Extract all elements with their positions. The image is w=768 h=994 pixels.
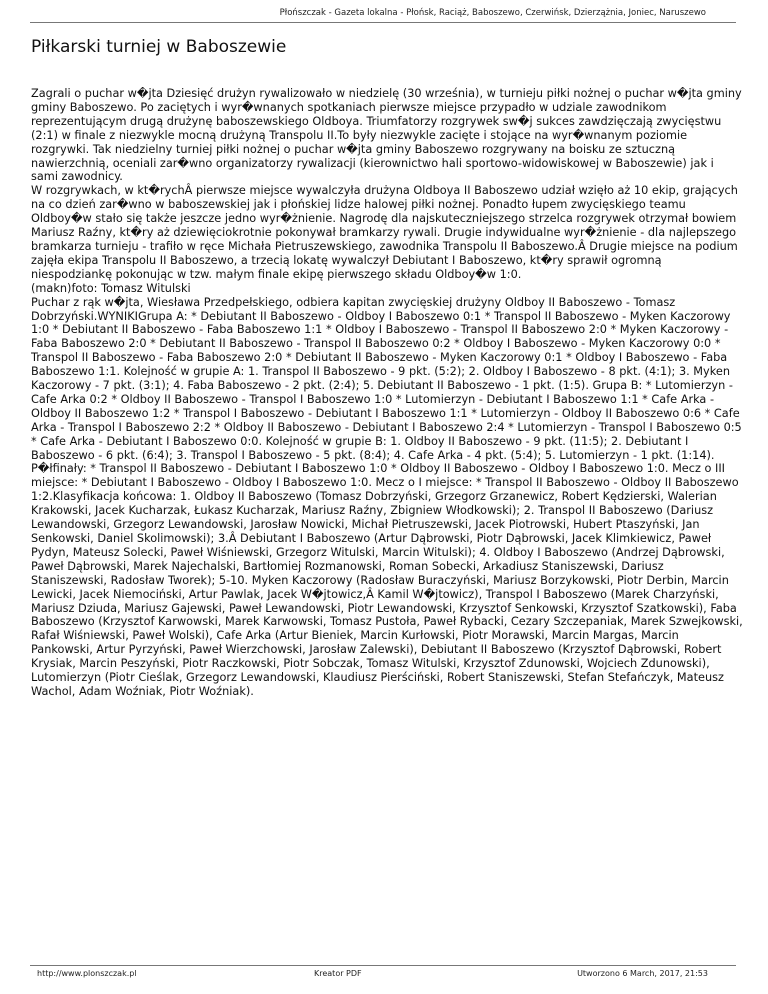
footer-created-date: Utworzono 6 March, 2017, 21:53 [577, 969, 708, 978]
footer-generator: Kreator PDF [314, 969, 362, 978]
article-body [31, 87, 743, 847]
footer-divider [30, 965, 736, 966]
page-header: Płońszczak - Gazeta lokalna - Płońsk, Raciąż, Baboszewo, Czerwińsk, Dzierzążnia, Joniec, Naruszewo [279, 8, 706, 18]
photo-credit: (makn)foto: Tomasz Witulski [31, 281, 191, 295]
article-paragraph-1: Zagrali o puchar w�jta Dziesięć drużyn rywalizowało w niedzielę (30 września), w turnieju piłki nożnej o puchar w�jta gminy gminy Baboszewo. Po zaciętych i wyr�wnanych spotkaniach pierwsze miejsce przypadło w udziale zawodnikom reprezentującym drugą drużynę baboszewskiego Oldboya. Triumfatorzy rozgrywek sw�j sukces zawdzięczają zwycięstwu (2:1) w finale z niezwykle mocną drużyną Transpolu II.To były niezwykle zacięte i stojące na wyr�wnanym poziomie rozgrywki. Tak niedzielny turniej piłki nożnej o puchar w�jta gminy Baboszewo rozgrywany na boisku ze sztuczną nawierzchnią, oceniali zar�wno organizatorzy rywalizacji (kierownictwo hali sportowo-widowiskowej w Baboszewie) jak i sami zawodnicy. [31, 87, 742, 184]
article-paragraph-2: W rozgrywkach, w kt�rychÂ pierwsze miejsce wywalczyła drużyna Oldboya II Baboszewo udział wzięło aż 10 ekip, grających na co dzień zar�wno w baboszewskiej jak i płońskiej lidze halowej piłki nożnej. Ponadto łupem zwycięskiego teamu Oldboy�w stało się także jeszcze jedno wyr�żnienie. Nagrodę dla najskuteczniejszego strzelca rozgrywek otrzymał bowiem Mariusz Raźny, kt�ry aż dziewięciokrotnie pokonywał bramkarzy rywali. Drugie indywidualne wyr�żnienie - dla najlepszego bramkarza turnieju - trafiło w ręce Michała Pietruszewskiego, zawodnika Transpolu II Baboszewo.Â Drugie miejsce na podium zajęła ekipa Transpolu II Baboszewo, a trzecią lokatę wywalczył Debiutant I Baboszewo, kt�ry sprawił ogromną niespodziankę pokonując w tzw. małym finale ekipę pierwszego składu Oldboy�w 1:0. [31, 184, 738, 281]
article-paragraph-results: Puchar z rąk w�jta, Wiesława Przedpełskiego, odbiera kapitan zwycięskiej drużyny Oldboy II Baboszewo - Tomasz Dobrzyński.WYNIKIGrupa A: * Debiutant II Baboszewo - Oldboy I Baboszewo 0:1 * Transpol II Baboszewo - Myken Kaczorowy 1:0 * Debiutant II Baboszewo - Faba Baboszewo 1:1 * Oldboy I Baboszewo - Transpol II Baboszewo 2:0 * Myken Kaczorowy - Faba Baboszewo 2:0 * Debiutant II Baboszewo - Transpol II Baboszewo 0:2 * Oldboy I Baboszewo - Myken Kaczorowy 0:0 * Transpol II Baboszewo - Faba Baboszewo 2:0 * Debiutant II Baboszewo - Myken Kaczorowy 0:1 * Oldboy I Baboszewo - Faba Baboszewo 1:1. Kolejność w grupie A: 1. Transpol II Baboszewo - 9 pkt. (5:2); 2. Oldboy I Baboszewo - 8 pkt. (4:1); 3. Myken Kaczorowy - 7 pkt. (3:1); 4. Faba Baboszewo - 2 pkt. (2:4); 5. Debiutant II Baboszewo - 1 pkt. (1:5). Grupa B: * Lutomierzyn - Cafe Arka 0:2 * Oldboy II Baboszewo - Transpol I Baboszewo 1:0 * Lutomierzyn - Debiutant I Baboszewo 1:1 * Cafe Arka - Oldboy II Baboszewo 1:2 * Transpol I Baboszewo - Debiutant I Baboszewo 1:1 * Lutomierzyn - Oldboy II Baboszewo 0:6 * Cafe Arka - Transpol I Baboszewo 2:2 * Oldboy II Baboszewo - Debiutant I Baboszewo 2:4 * Lutomierzyn - Transpol I Baboszewo 0:5 * Cafe Arka - Debiutant I Baboszewo 0:0. Kolejność w grupie B: 1. Oldboy II Baboszewo - 9 pkt. (11:5); 2. Debiutant I Baboszewo - 6 pkt. (6:4); 3. Transpol I Baboszewo - 5 pkt. (8:4); 4. Cafe Arka - 4 pkt. (5:4); 5. Lutomierzyn - 1 pkt. (1:14). P�łfinały: * Transpol II Baboszewo - Debiutant I Baboszewo 1:0 * Oldboy II Baboszewo - Oldboy I Baboszewo 1:0. Mecz o III miejsce: * Debiutant I Baboszewo - Oldboy I Baboszewo 1:0. Mecz o I miejsce: * Transpol II Baboszewo - Oldboy II Baboszewo 1:2.Klasyfikacja końcowa: 1. Oldboy II Baboszewo (Tomasz Dobrzyński, Grzegorz Grzanewicz, Robert Kędzierski, Walerian Krakowski, Jacek Kucharzak, Łukasz Kucharzak, Mariusz Raźny, Zbigniew Włodkowski); 2. Transpol II Baboszewo (Dariusz Lewandowski, Grzegorz Lewandowski, Jarosław Nowicki, Michał Pietruszewski, Jacek Piotrowski, Hubert Ptaszyński, Jan Senkowski, Daniel Skolimowski); 3.Â Debiutant I Baboszewo (Artur Dąbrowski, Piotr Dąbrowski, Jacek Klimkiewicz, Paweł Pydyn, Mateusz Solecki, Paweł Wiśniewski, Grzegorz Witulski, Marcin Witulski); 4. Oldboy I Baboszewo (Andrzej Dąbrowski, Paweł Dąbrowski, Marek Najechalski, Bartłomiej Rozmanowski, Roman Sobecki, Arkadiusz Staniszewski, Dariusz Staniszewski, Radosław Tworek); 5-10. Myken Kaczorowy (Radosław Buraczyński, Mariusz Borzykowski, Piotr Derbin, Marcin Lewicki, Jacek Niemociński, Artur Pawlak, Jacek W�jtowicz,Â Kamil W�jtowicz), Transpol I Baboszewo (Marek Charzyński, Mariusz Dziuda, Mariusz Gajewski, Paweł Lewandowski, Piotr Lewandowski, Krzysztof Senkowski, Krzysztof Szatkowski), Faba Baboszewo (Krzysztof Karwowski, Marek Karwowski, Tomasz Pustoła, Paweł Rybacki, Cezary Szczepaniak, Marek Szwejkowski, Rafał Wiśniewski, Paweł Wolski), Cafe Arka (Artur Bieniek, Marcin Kurłowski, Piotr Morawski, Marcin Margas, Marcin Pankowski, Artur Pyrzyński, Paweł Wierzchowski, Jarosław Zalewski), Debiutant II Baboszewo (Krzysztof Dąbrowski, Robert Krysiak, Marcin Peszyński, Piotr Raczkowski, Piotr Sobczak, Tomasz Witulski, Krzysztof Zdunowski, Wojciech Zdunowski), Lutomierzyn (Piotr Cieślak, Grzegorz Lewandowski, Klaudiusz Pierściński, Robert Staniszewski, Stefan Stefańczyk, Mateusz Wachol, Adam Woźniak, Piotr Woźniak). [31, 295, 743, 698]
article-title: Piłkarski turniej w Baboszewie [31, 37, 287, 57]
footer-url-link[interactable]: http://www.plonszczak.pl [37, 969, 137, 978]
header-divider [30, 22, 736, 23]
